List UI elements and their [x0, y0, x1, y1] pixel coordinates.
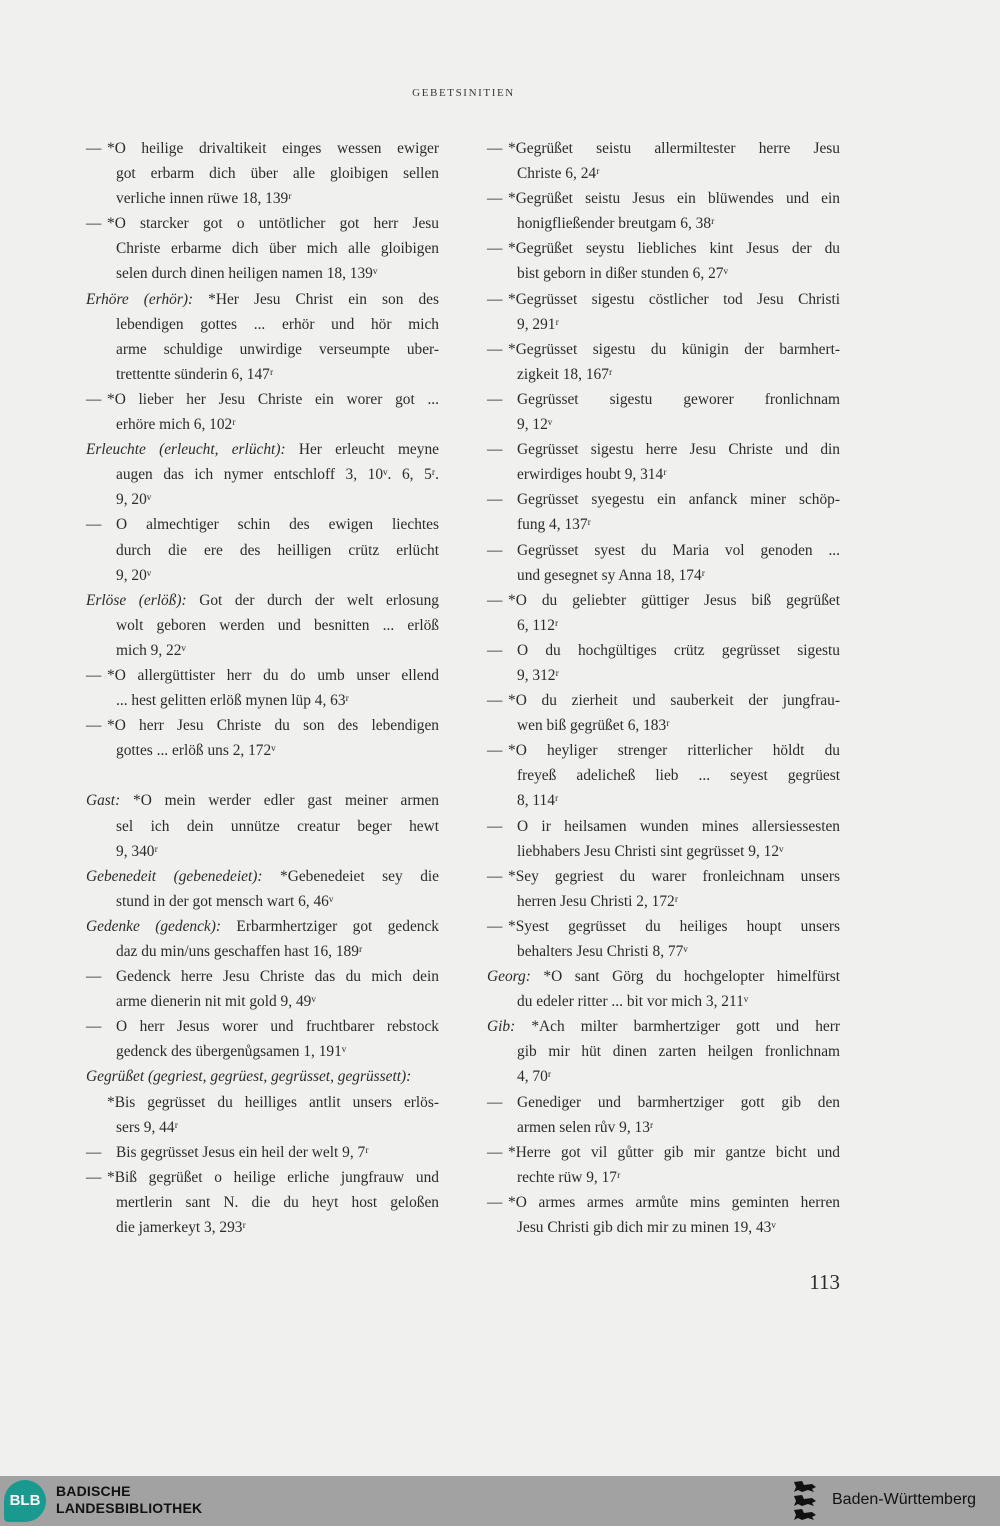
index-entry	[86, 864, 439, 914]
line-text: augen das ich nymer entschloff 3, 10ᵛ. 6, 5ʳ.	[116, 466, 439, 484]
index-entry	[487, 1190, 840, 1240]
dash-mark: —	[487, 240, 503, 258]
line-text: behalters Jesu Christi 8, 77ᵛ	[517, 943, 688, 960]
index-entry	[487, 864, 840, 914]
entry-line	[86, 788, 439, 813]
line-text: mertlerin sant N. die du heyt host geloßen	[116, 1193, 439, 1211]
line-text: Erhöre (erhör): *Her Jesu Christ ein son des	[86, 290, 439, 308]
dash-mark: —	[487, 491, 503, 509]
line-text: sel ich dein unnütze creatur beger hewt	[116, 817, 439, 835]
entry-line	[86, 538, 439, 563]
line-text: 9, 340ʳ	[116, 842, 158, 860]
line-text: *O heilige drivaltikeit einges wessen ewiger	[107, 140, 439, 157]
entry-line	[86, 261, 439, 286]
index-entry	[86, 663, 439, 713]
line-text: O du hochgültiges crütz gegrüsset sigestu	[517, 641, 840, 659]
entry-line	[86, 412, 439, 437]
entry-line	[86, 1090, 439, 1115]
line-text: die jamerkeyt 3, 293ʳ	[116, 1219, 246, 1237]
dash-mark: —	[86, 215, 102, 233]
entry-line	[487, 487, 840, 512]
entry-line	[86, 839, 439, 864]
entry-line	[487, 437, 840, 462]
line-text: Georg: *O sant Görg du hochgelopter himelfürst	[487, 968, 841, 986]
line-text: Gedenke (gedenck): Erbarmhertziger got gedenck	[86, 917, 439, 935]
index-entry	[487, 738, 840, 813]
line-text: 9, 291ʳ	[517, 315, 559, 333]
entry-line	[487, 362, 840, 387]
line-text: und gesegnet sy Anna 18, 174ʳ	[517, 566, 706, 584]
index-entry	[86, 287, 439, 387]
dash-mark: —	[487, 742, 503, 760]
entry-line	[86, 236, 439, 261]
entry-line	[487, 663, 840, 688]
entry-line	[86, 588, 439, 613]
entry-line	[487, 512, 840, 537]
entry-line	[86, 964, 439, 989]
line-text: *O herr Jesu Christe du son des lebendigen	[107, 717, 439, 735]
line-text: Genediger und barmhertziger gott gib den	[517, 1093, 840, 1111]
index-entry	[487, 186, 840, 236]
entry-line	[86, 663, 439, 688]
entry-line	[487, 387, 840, 412]
entry-line	[487, 186, 840, 211]
entry-line	[86, 914, 439, 939]
line-text: *Sey gegriest du warer fronleichnam unsers	[508, 867, 840, 885]
dash-mark: —	[86, 516, 102, 534]
line-text: O almechtiger schin des ewigen liechtes	[116, 516, 439, 534]
line-text: *O du geliebter güttiger Jesus biß gegrüßet	[508, 591, 840, 609]
index-entry	[86, 437, 439, 512]
entry-line	[487, 738, 840, 763]
dash-mark: —	[86, 140, 102, 157]
line-text: *O du zierheit und sauberkeit der jungfrau-	[508, 692, 840, 710]
entry-line	[86, 864, 439, 889]
entry-line	[86, 487, 439, 512]
dash-mark: —	[487, 817, 503, 835]
entry-line	[86, 989, 439, 1014]
entry-line	[487, 1115, 840, 1140]
left-column	[86, 136, 439, 1240]
entry-line	[86, 462, 439, 487]
entry-line	[487, 462, 840, 487]
line-text: Gib: *Ach milter barmhertziger gott und herr	[487, 1018, 840, 1036]
entry-line	[86, 1165, 439, 1190]
line-text: daz du min/uns geschaffen hast 16, 189ʳ	[116, 943, 363, 960]
entry-line	[487, 1140, 840, 1165]
line-text: Christe erbarme dich über mich alle gloibigen	[116, 240, 439, 258]
dash-mark: —	[86, 1168, 102, 1186]
entry-line	[487, 412, 840, 437]
line-text: Gegrüsset sigestu geworer fronlichnam	[517, 390, 840, 408]
entry-line	[487, 1014, 840, 1039]
entry-line	[487, 287, 840, 312]
entry-line	[487, 864, 840, 889]
entry-line	[487, 1090, 840, 1115]
entry-line	[487, 261, 840, 286]
entry-line	[86, 387, 439, 412]
entry-line	[86, 814, 439, 839]
line-text: arme schuldige unwirdige verseumpte uber-	[116, 340, 439, 358]
entry-headword: Gedenke (gedenck):	[86, 917, 237, 935]
index-entry	[487, 964, 840, 1014]
entry-line	[86, 889, 439, 914]
line-text: armen selen rův 9, 13ʳ	[517, 1118, 654, 1136]
line-text: herren Jesu Christi 2, 172ʳ	[517, 892, 679, 910]
line-text: liebhabers Jesu Christi sint gegrüsset 9, 12ᵛ	[517, 842, 784, 860]
line-text: Gedenck herre Jesu Christe das du mich dein	[116, 968, 439, 986]
line-text: mich 9, 22ᵛ	[116, 641, 186, 659]
entry-line	[487, 1190, 840, 1215]
index-entry	[487, 688, 840, 738]
entry-headword: Gegrüßet (gegriest, gegrüest, gegrüsset, gegrüssett):	[86, 1068, 412, 1086]
line-text: 8, 114ʳ	[517, 792, 559, 810]
line-text: 9, 20ᵛ	[116, 491, 152, 509]
dash-mark: —	[487, 140, 503, 157]
line-text: ... hest gelitten erlöß mynen lüp 4, 63ʳ	[116, 692, 349, 710]
line-text: *O armes armes armůte mins geminten herren	[508, 1193, 840, 1211]
dash-mark: —	[487, 591, 503, 609]
dash-mark: —	[487, 641, 503, 659]
line-text: *Bis gegrüsset du heilliges antlit unsers erlös-	[107, 1093, 439, 1111]
dash-mark: —	[487, 1193, 503, 1211]
dash-mark: —	[86, 717, 102, 735]
line-text: 9, 312ʳ	[517, 666, 559, 684]
line-text: stund in der got mensch wart 6, 46ᵛ	[116, 892, 334, 910]
line-text: got erbarm dich über alle gloibigen sellen	[116, 165, 439, 183]
entry-line	[86, 211, 439, 236]
line-text: Gast: *O mein werder edler gast meiner armen	[86, 792, 439, 810]
index-entry	[487, 1090, 840, 1140]
dash-mark: —	[487, 541, 503, 559]
line-text: *Gegrüßet seystu liebliches kint Jesus der du	[508, 240, 840, 258]
entry-line	[487, 236, 840, 261]
dash-mark: —	[487, 917, 503, 935]
line-text: Gegrüsset sigestu herre Jesu Christe und din	[517, 441, 840, 459]
dash-mark: —	[86, 1143, 102, 1161]
index-entry	[86, 1064, 439, 1089]
entry-headword: Erhöre (erhör):	[86, 290, 209, 308]
line-text: Jesu Christi gib dich mir zu minen 19, 43ᵛ	[517, 1219, 776, 1237]
entry-line	[487, 211, 840, 236]
index-entry	[487, 1140, 840, 1190]
index-entry	[487, 638, 840, 688]
dash-mark: —	[487, 340, 503, 358]
entry-line	[86, 613, 439, 638]
entry-line	[86, 688, 439, 713]
index-entry	[487, 337, 840, 387]
line-text: Bis gegrüsset Jesus ein heil der welt 9, 7ʳ	[116, 1143, 369, 1161]
dash-mark: —	[487, 692, 503, 710]
page-number: 113	[809, 1270, 840, 1294]
line-text: erhöre mich 6, 102ʳ	[116, 416, 236, 434]
entry-line	[86, 362, 439, 387]
entry-line	[487, 161, 840, 186]
line-text: durch die ere des heilligen crütz erlücht	[116, 541, 439, 559]
line-text: rechte rüw 9, 17ʳ	[517, 1168, 621, 1186]
right-column	[487, 136, 840, 1240]
entry-line	[86, 563, 439, 588]
index-entry	[487, 1014, 840, 1089]
entry-line	[487, 588, 840, 613]
entry-line	[487, 638, 840, 663]
entry-line	[86, 312, 439, 337]
entry-headword: Gast:	[86, 792, 134, 810]
index-entry	[86, 1165, 439, 1240]
line-text: wolt geboren werden und besnitten ... erlöß	[116, 616, 439, 634]
blb-logo[interactable]: BLB	[4, 1480, 46, 1522]
index-entry	[86, 713, 439, 763]
entry-line	[487, 839, 840, 864]
dash-mark: —	[487, 441, 503, 459]
dash-mark: —	[487, 290, 503, 308]
entry-line	[86, 287, 439, 312]
entry-line	[86, 161, 439, 186]
entry-line	[487, 1165, 840, 1190]
index-entry	[487, 814, 840, 864]
dash-mark: —	[487, 190, 503, 208]
entry-line	[86, 738, 439, 763]
index-entry	[86, 1090, 439, 1140]
index-entry	[487, 236, 840, 286]
index-entry	[86, 1140, 439, 1165]
entry-line	[86, 1115, 439, 1140]
line-text: *O lieber her Jesu Christe ein worer got ...	[107, 390, 439, 408]
line-text: zigkeit 18, 167ʳ	[517, 365, 613, 383]
index-entry	[487, 487, 840, 537]
entry-line	[86, 1215, 439, 1240]
line-text: Gegrüsset syest du Maria vol genoden ...	[517, 541, 840, 559]
entry-line	[86, 1014, 439, 1039]
entry-line	[487, 312, 840, 337]
entry-line	[487, 964, 840, 989]
entry-headword: Gib:	[487, 1018, 532, 1036]
library-name-line2: LANDESBIBLIOTHEK	[56, 1500, 203, 1516]
dash-mark: —	[487, 390, 503, 408]
entry-line	[487, 939, 840, 964]
line-text: trettentte sünderin 6, 147ʳ	[116, 365, 274, 383]
line-text: sers 9, 44ʳ	[116, 1118, 178, 1136]
entry-line	[487, 763, 840, 788]
line-text: *O heyliger strenger ritterlicher höldt du	[508, 742, 840, 760]
entry-line	[86, 437, 439, 462]
line-text: *Biß gegrüßet o heilige erliche jungfrauw und	[107, 1168, 439, 1186]
line-text: gib mir hüt dinen zarten heilgen fronlichnam	[517, 1043, 840, 1061]
entry-headword: Georg:	[487, 968, 544, 986]
entry-line	[487, 788, 840, 813]
footer-bar	[0, 1476, 1000, 1526]
index-entry	[86, 512, 439, 587]
line-text: 9, 12ᵛ	[517, 416, 553, 434]
line-text	[86, 1064, 439, 1089]
entry-line	[487, 538, 840, 563]
index-entry	[86, 211, 439, 286]
line-text: freyeß adelicheß lieb ... seyest gegrüest	[517, 767, 840, 785]
entry-line	[86, 1190, 439, 1215]
index-entry	[487, 437, 840, 487]
entry-headword: Gebenedeit (gebenedeiet):	[86, 867, 281, 885]
line-text: 4, 70ʳ	[517, 1068, 552, 1086]
entry-line	[86, 512, 439, 537]
entry-line	[487, 337, 840, 362]
entry-line	[487, 136, 840, 161]
line-text: Gebenedeit (gebenedeiet): *Gebenedeiet sey die	[86, 867, 439, 885]
line-text: *Gegrüßet seistu allermiltester herre Jesu	[508, 140, 840, 157]
entry-line	[86, 337, 439, 362]
state-name[interactable]: Baden-Württemberg	[832, 1491, 977, 1508]
dash-mark: —	[487, 1093, 503, 1111]
line-text: *Herre got vil gůtter gib mir gantze bicht und	[508, 1143, 840, 1161]
line-text: *O starcker got o untötlicher got herr Jesu	[107, 215, 439, 233]
line-text: selen durch dinen heiligen namen 18, 139ᵛ	[116, 265, 378, 283]
line-text: honigfließender breutgam 6, 38ʳ	[517, 215, 715, 233]
line-text: *Gegrüßet seistu Jesus ein blüwendes und ein	[508, 190, 840, 208]
index-entry	[86, 1014, 439, 1064]
line-text: lebendigen gottes ... erhör und hör mich	[116, 315, 439, 333]
entry-line	[86, 713, 439, 738]
dash-mark: —	[86, 968, 102, 986]
line-text: *Gegrüsset sigestu cöstlicher tod Jesu Christi	[508, 290, 840, 308]
entry-line	[487, 989, 840, 1014]
lions-coat-of-arms-icon[interactable]	[790, 1479, 820, 1523]
line-text: verliche innen rüwe 18, 139ʳ	[116, 190, 292, 208]
line-text: 9, 20ᵛ	[116, 566, 152, 584]
line-text: *Gegrüsset sigestu du künigin der barmhert-	[508, 340, 840, 358]
line-text: Christe 6, 24ʳ	[517, 165, 600, 183]
entry-line	[86, 1064, 439, 1089]
line-text: arme dienerin nit mit gold 9, 49ᵛ	[116, 993, 316, 1011]
entry-line	[487, 1064, 840, 1089]
line-text: erwirdiges houbt 9, 314ʳ	[517, 466, 667, 484]
index-entry	[86, 964, 439, 1014]
line-text: *Syest gegrüsset du heiliges houpt unsers	[508, 917, 840, 935]
entry-line	[487, 688, 840, 713]
index-entry	[487, 538, 840, 588]
line-text: 6, 112ʳ	[517, 616, 559, 634]
index-entry	[487, 914, 840, 964]
entry-line	[487, 1039, 840, 1064]
dash-mark: —	[86, 666, 102, 684]
entry-line	[86, 638, 439, 663]
entry-line	[487, 613, 840, 638]
entry-line	[487, 814, 840, 839]
index-entry	[487, 588, 840, 638]
running-head: GEBETSINITIEN	[412, 87, 515, 99]
library-name-line1: BADISCHE	[56, 1483, 131, 1499]
line-text: Erlöse (erlöß): Got der durch der welt erlosung	[86, 591, 440, 609]
dash-mark: —	[86, 390, 102, 408]
entry-line	[487, 889, 840, 914]
dash-mark: —	[487, 867, 503, 885]
entry-line	[487, 1215, 840, 1240]
entry-line	[86, 1140, 439, 1165]
line-text: O herr Jesus worer und fruchtbarer rebstock	[116, 1018, 439, 1036]
index-entry	[86, 788, 439, 863]
line-text: bist geborn in dißer stunden 6, 27ᵛ	[517, 265, 728, 283]
entry-line	[86, 939, 439, 964]
line-text: *O allergüttister herr du do umb unser ellend	[107, 666, 439, 684]
entry-line	[86, 186, 439, 211]
index-entry	[487, 287, 840, 337]
entry-headword: Erleuchte (erleucht, erlücht):	[86, 441, 299, 459]
line-text: fung 4, 137ʳ	[517, 516, 591, 534]
index-entry	[487, 387, 840, 437]
index-entry	[86, 136, 439, 211]
index-entry	[487, 136, 840, 186]
line-text: Gegrüsset syegestu ein anfanck miner schöp-	[517, 491, 840, 509]
index-entry	[86, 387, 439, 437]
line-text: du edeler ritter ... bit vor mich 3, 211ᵛ	[517, 993, 749, 1011]
line-text: gedenck des übergenůgsamen 1, 191ᵛ	[116, 1043, 347, 1061]
line-text: wen biß gegrüßet 6, 183ʳ	[517, 717, 670, 735]
entry-line	[487, 563, 840, 588]
entry-line	[86, 136, 439, 161]
index-entry	[86, 588, 439, 663]
entry-headword: Erlöse (erlöß):	[86, 591, 200, 609]
line-text: gottes ... erlöß uns 2, 172ᵛ	[116, 742, 276, 760]
line-text: O ir heilsamen wunden mines allersiessesten	[517, 817, 840, 835]
entry-line	[86, 1039, 439, 1064]
index-entry	[86, 914, 439, 964]
entry-line	[487, 914, 840, 939]
dash-mark: —	[487, 1143, 503, 1161]
line-text: Erleuchte (erleucht, erlücht): Her erleucht meyne	[86, 441, 439, 459]
library-name[interactable]	[56, 1483, 202, 1517]
entry-line	[487, 713, 840, 738]
dash-mark: —	[86, 1018, 102, 1036]
